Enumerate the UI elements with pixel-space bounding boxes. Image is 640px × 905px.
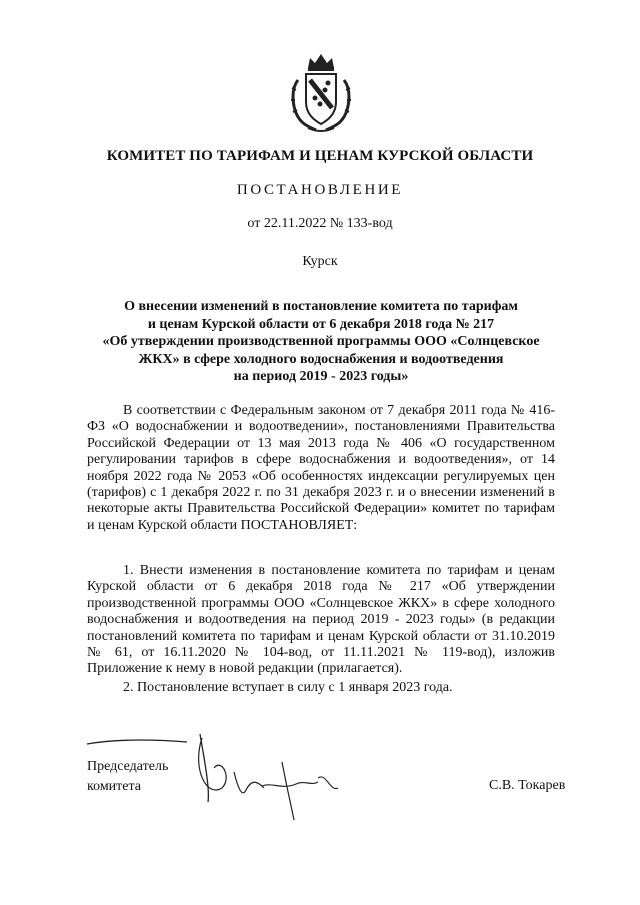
committee-name: КОМИТЕТ ПО ТАРИФАМ И ЦЕНАМ КУРСКОЙ ОБЛАСТИ xyxy=(106,148,534,164)
document-city: Курск xyxy=(302,254,338,269)
subject-line: и ценам Курской области от 6 декабря 2018 года № 217 xyxy=(147,316,495,332)
coat-of-arms-icon xyxy=(288,50,354,134)
signer-position-line: Председатель xyxy=(87,759,169,774)
subject-line: на период 2019 - 2023 годы» xyxy=(233,369,409,384)
subject-line: ЖКХ» в сфере холодного водоснабжения и водоотведения xyxy=(138,351,504,367)
subject-line: «Об утверждении производственной программы ООО «Солнцевское xyxy=(102,334,540,349)
preamble-paragraph: В соответствии с Федеральным законом от 7 декабря 2011 года № 416-ФЗ «О водоснабжении и водоотведении», постановлениями Правительства Российской Федерации от 13 мая 2013 года № 406 «О государственном регулировании тарифов в сфере водоснабжения и водоотведения», от 14 ноября 2022 года № 2053 «Об особенностях индексации регулируемых цен (тарифов) с 1 декабря 2022 г. по 31 декабря 2023 г. и о внесении изменений в некоторые акты Правительства Российской Федерации» комитет по тарифам и ценам Курской области ПОСТАНОВЛЯЕТ: xyxy=(87,403,555,533)
document-type: ПОСТАНОВЛЕНИЕ xyxy=(236,182,404,198)
item-2-paragraph: 2. Постановление вступает в силу с 1 января 2023 года. xyxy=(123,679,453,695)
resolution-items xyxy=(87,563,555,696)
signer-position xyxy=(87,757,168,797)
document-date-number: от 22.11.2022 № 133-вод xyxy=(247,216,393,231)
signer-position-line: комитета xyxy=(87,779,142,794)
item-1-paragraph: 1. Внести изменения в постановление комитета по тарифам и ценам Курской области от 6 декабря 2018 года № 217 «Об утверждении производственной программы ООО «Солнцевское ЖКХ» в сфере холодного водоснабжения и водоотведения на период 2019 - 2023 годы» (в редакции постановлений комитета по тарифам и ценам Курской области от 31.10.2019 № 61, от 16.11.2020 № 104-вод, от 11.11.2021 № 119-вод), изложив Приложение к нему в новой редакции (прилагается). xyxy=(87,563,555,677)
subject-line: О внесении изменений в постановление комитета по тарифам xyxy=(124,299,518,314)
document-subject xyxy=(86,298,556,386)
signer-name: С.В. Токарев xyxy=(489,778,566,793)
preamble-section xyxy=(87,403,555,534)
